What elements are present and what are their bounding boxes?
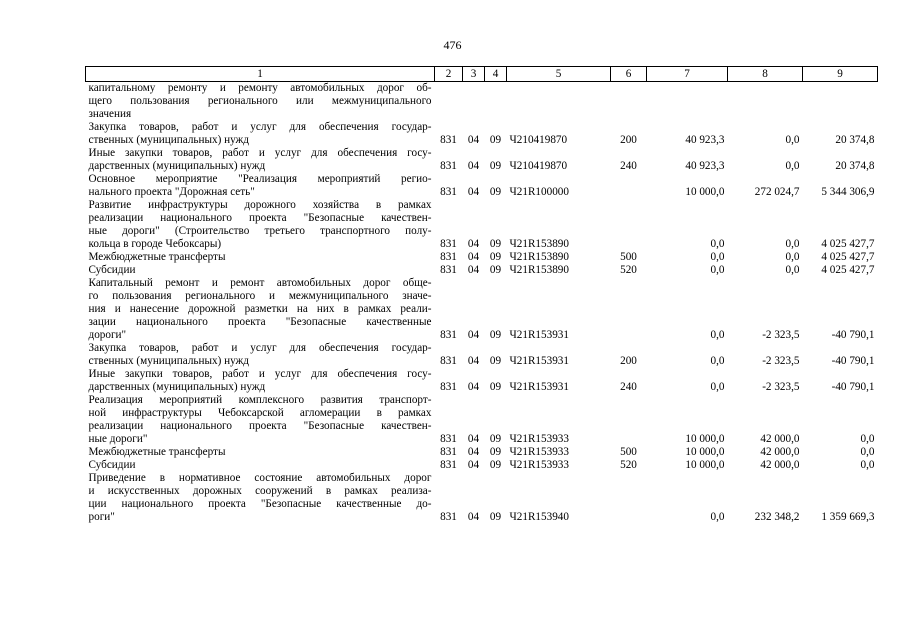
target-article-cell: Ч21R153890: [509, 238, 569, 250]
description-cell: [86, 147, 435, 173]
description-cell: [86, 251, 435, 264]
amount-col9-cell: 1 359 669,3: [821, 511, 875, 523]
description-line: Межбюджетные трансферты: [88, 251, 226, 263]
subsection-code-cell: 09: [489, 329, 502, 341]
table-row: [86, 199, 878, 251]
description-cell: [86, 277, 435, 342]
chapter-code-cell: 831: [440, 264, 457, 276]
amount-col9-cell: -40 790,1: [831, 381, 875, 393]
amount-col9-cell: 4 025 427,7: [821, 264, 875, 276]
chapter-code-cell: 831: [440, 186, 457, 198]
section-code-cell: 04: [467, 160, 480, 172]
column-header: 1: [86, 67, 435, 82]
table-row: [86, 394, 878, 446]
subsection-code-cell: 09: [489, 381, 502, 393]
table-row: [86, 82, 878, 122]
chapter-code-cell: 831: [440, 160, 457, 172]
expense-type-cell: [611, 394, 647, 446]
subsection-code-cell: 09: [489, 134, 502, 146]
amount-col7-cell: 10 000,0: [685, 186, 725, 198]
chapter-code-cell: 831: [440, 251, 457, 263]
amount-col8-cell: 0,0: [785, 134, 800, 146]
table-row: [86, 368, 878, 394]
amount-col8-cell: 0,0: [785, 160, 800, 172]
description-line: ной инфраструктуры Чебоксарской агломерации в рамках: [88, 407, 432, 419]
section-code-cell: 04: [467, 381, 480, 393]
amount-col9-cell: 4 025 427,7: [821, 251, 875, 263]
description-line: ственных (муниципальных) нужд: [88, 134, 249, 146]
subsection-code-cell: 09: [489, 160, 502, 172]
table-row: [86, 147, 878, 173]
description-line: Субсидии: [88, 459, 136, 471]
description-line: Закупка товаров, работ и услуг для обеспечения государ-: [88, 342, 432, 354]
budget-table: [85, 66, 878, 524]
subsection-code-cell: 09: [489, 264, 502, 276]
subsection-code-cell: 09: [489, 251, 502, 263]
section-code-cell: 04: [467, 134, 480, 146]
amount-col7-cell: 10 000,0: [685, 446, 725, 458]
table-row: [86, 251, 878, 264]
target-article-cell: [507, 82, 611, 122]
chapter-code-cell: 831: [440, 433, 457, 445]
column-header: 7: [647, 67, 728, 82]
section-code-cell: 04: [467, 238, 480, 250]
subsection-code-cell: 09: [489, 459, 502, 471]
section-code-cell: 04: [467, 459, 480, 471]
amount-col8-cell: 42 000,0: [760, 433, 800, 445]
description-line: значения: [88, 108, 132, 120]
expense-type-cell: 500: [620, 446, 637, 458]
table-header-row: [86, 67, 878, 82]
description-cell: [86, 459, 435, 472]
description-line: ния и нанесение дорожной разметки на них в рамках реали-: [88, 303, 432, 315]
description-line: Капитальный ремонт и ремонт автомобильных дорог обще-: [88, 277, 432, 289]
section-code-cell: 04: [467, 511, 480, 523]
column-header: 5: [507, 67, 611, 82]
subsection-code-cell: 09: [489, 355, 502, 367]
expense-type-cell: [611, 199, 647, 251]
description-cell: [86, 173, 435, 199]
amount-col9-cell: -40 790,1: [831, 329, 875, 341]
amount-col9-cell: 0,0: [860, 446, 875, 458]
amount-col9-cell: 4 025 427,7: [821, 238, 875, 250]
description-line: щего пользования регионального или межмуниципального: [88, 95, 432, 107]
target-article-cell: Ч21R153933: [509, 433, 569, 445]
amount-col8-cell: [728, 82, 803, 122]
table-row: [86, 446, 878, 459]
table-row: [86, 121, 878, 147]
target-article-cell: Ч21R153933: [509, 459, 569, 471]
amount-col8-cell: 0,0: [785, 238, 800, 250]
subsection-code-cell: 09: [489, 186, 502, 198]
expense-type-cell: 240: [620, 160, 637, 172]
subsection-code-cell: 09: [489, 511, 502, 523]
amount-col9-cell: 20 374,8: [835, 134, 875, 146]
chapter-code-cell: 831: [440, 381, 457, 393]
description-cell: [86, 199, 435, 251]
description-line: Реализация мероприятий комплексного развития транспорт-: [88, 394, 432, 406]
description-line: ные дороги": [88, 433, 148, 445]
table-row: [86, 472, 878, 524]
description-line: реализации национального проекта "Безопасные качествен-: [88, 420, 432, 432]
description-line: Приведение в нормативное состояние автомобильных дорог: [88, 472, 432, 484]
target-article-cell: Ч21R100000: [509, 186, 569, 198]
amount-col9-cell: 20 374,8: [835, 160, 875, 172]
section-code-cell: 04: [467, 251, 480, 263]
description-line: роги": [88, 511, 115, 523]
target-article-cell: Ч21R153890: [509, 251, 569, 263]
description-cell: [86, 394, 435, 446]
description-line: дороги": [88, 329, 127, 341]
table-row: [86, 277, 878, 342]
description-line: Иные закупки товаров, работ и услуг для обеспечения госу-: [88, 147, 432, 159]
expense-type-cell: 520: [620, 459, 637, 471]
amount-col7-cell: 40 923,3: [685, 134, 725, 146]
column-header: 6: [611, 67, 647, 82]
expense-type-cell: [611, 173, 647, 199]
section-code-cell: 04: [467, 446, 480, 458]
chapter-code-cell: 831: [440, 134, 457, 146]
description-line: ции национального проекта "Безопасные качественные до-: [88, 498, 432, 510]
description-cell: [86, 264, 435, 277]
description-line: го пользования регионального и межмуниципального значе-: [88, 290, 432, 302]
section-code-cell: 04: [467, 355, 480, 367]
table-row: [86, 342, 878, 368]
section-code-cell: [463, 82, 485, 122]
description-line: Субсидии: [88, 264, 136, 276]
description-line: ственных (муниципальных) нужд: [88, 355, 249, 367]
column-header: 8: [728, 67, 803, 82]
description-line: Межбюджетные трансферты: [88, 446, 226, 458]
description-line: Закупка товаров, работ и услуг для обеспечения государ-: [88, 121, 432, 133]
target-article-cell: Ч21R153940: [509, 511, 569, 523]
chapter-code-cell: 831: [440, 446, 457, 458]
chapter-code-cell: 831: [440, 355, 457, 367]
expense-type-cell: [611, 472, 647, 524]
section-code-cell: 04: [467, 433, 480, 445]
target-article-cell: Ч210419870: [509, 134, 568, 146]
amount-col7-cell: 0,0: [710, 251, 725, 263]
subsection-code-cell: 09: [489, 238, 502, 250]
subsection-code-cell: [485, 82, 507, 122]
amount-col7-cell: 0,0: [710, 238, 725, 250]
amount-col9-cell: [803, 82, 878, 122]
amount-col9-cell: 5 344 306,9: [821, 186, 875, 198]
amount-col7-cell: 0,0: [710, 381, 725, 393]
chapter-code-cell: [435, 82, 463, 122]
amount-col7-cell: 10 000,0: [685, 433, 725, 445]
description-line: Основное мероприятие "Реализация мероприятий регио-: [88, 173, 432, 185]
description-line: капитальному ремонту и ремонту автомобильных дорог об-: [88, 82, 432, 94]
expense-type-cell: 200: [620, 355, 637, 367]
column-header: 4: [485, 67, 507, 82]
amount-col7-cell: 40 923,3: [685, 160, 725, 172]
page-number: 476: [443, 38, 462, 52]
target-article-cell: Ч21R153931: [509, 329, 569, 341]
target-article-cell: Ч21R153931: [509, 381, 569, 393]
subsection-code-cell: 09: [489, 433, 502, 445]
description-line: кольца в городе Чебоксары): [88, 238, 222, 250]
column-header: 2: [435, 67, 463, 82]
amount-col9-cell: 0,0: [860, 433, 875, 445]
expense-type-cell: [611, 82, 647, 122]
amount-col8-cell: 0,0: [785, 251, 800, 263]
target-article-cell: Ч21R153931: [509, 355, 569, 367]
amount-col8-cell: 232 348,2: [754, 511, 800, 523]
target-article-cell: Ч210419870: [509, 160, 568, 172]
description-cell: [86, 472, 435, 524]
description-line: ные дороги" (Строительство третьего транспортного полу-: [88, 225, 432, 237]
chapter-code-cell: 831: [440, 238, 457, 250]
target-article-cell: Ч21R153890: [509, 264, 569, 276]
description-line: реализации национального проекта "Безопасные качествен-: [88, 212, 432, 224]
amount-col8-cell: -2 323,5: [762, 329, 800, 341]
amount-col7-cell: [647, 82, 728, 122]
column-header: 9: [803, 67, 878, 82]
chapter-code-cell: 831: [440, 459, 457, 471]
description-line: и искусственных дорожных сооружений в рамках реализа-: [88, 485, 432, 497]
amount-col8-cell: 0,0: [785, 264, 800, 276]
amount-col7-cell: 0,0: [710, 511, 725, 523]
description-line: дарственных (муниципальных) нужд: [88, 381, 266, 393]
subsection-code-cell: 09: [489, 446, 502, 458]
expense-type-cell: [611, 277, 647, 342]
description-line: Развитие инфраструктуры дорожного хозяйства в рамках: [88, 199, 432, 211]
chapter-code-cell: 831: [440, 329, 457, 341]
expense-type-cell: 200: [620, 134, 637, 146]
description-line: Иные закупки товаров, работ и услуг для обеспечения госу-: [88, 368, 432, 380]
expense-type-cell: 520: [620, 264, 637, 276]
expense-type-cell: 240: [620, 381, 637, 393]
description-cell: [86, 446, 435, 459]
amount-col8-cell: 42 000,0: [760, 446, 800, 458]
section-code-cell: 04: [467, 329, 480, 341]
description-cell: [86, 342, 435, 368]
target-article-cell: Ч21R153933: [509, 446, 569, 458]
amount-col7-cell: 0,0: [710, 264, 725, 276]
table-row: [86, 459, 878, 472]
expense-type-cell: 500: [620, 251, 637, 263]
amount-col8-cell: 272 024,7: [754, 186, 800, 198]
amount-col7-cell: 0,0: [710, 355, 725, 367]
amount-col8-cell: -2 323,5: [762, 355, 800, 367]
amount-col8-cell: -2 323,5: [762, 381, 800, 393]
section-code-cell: 04: [467, 264, 480, 276]
amount-col9-cell: -40 790,1: [831, 355, 875, 367]
chapter-code-cell: 831: [440, 511, 457, 523]
description-cell: [86, 368, 435, 394]
description-line: дарственных (муниципальных) нужд: [88, 160, 266, 172]
amount-col7-cell: 10 000,0: [685, 459, 725, 471]
amount-col9-cell: 0,0: [860, 459, 875, 471]
amount-col8-cell: 42 000,0: [760, 459, 800, 471]
table-body: [86, 82, 878, 525]
description-line: нального проекта "Дорожная сеть": [88, 186, 255, 198]
section-code-cell: 04: [467, 186, 480, 198]
column-header: 3: [463, 67, 485, 82]
table-row: [86, 173, 878, 199]
table-row: [86, 264, 878, 277]
amount-col7-cell: 0,0: [710, 329, 725, 341]
description-cell: [86, 121, 435, 147]
description-cell: [86, 82, 435, 122]
description-line: зации национального проекта "Безопасные качественные: [88, 316, 432, 328]
